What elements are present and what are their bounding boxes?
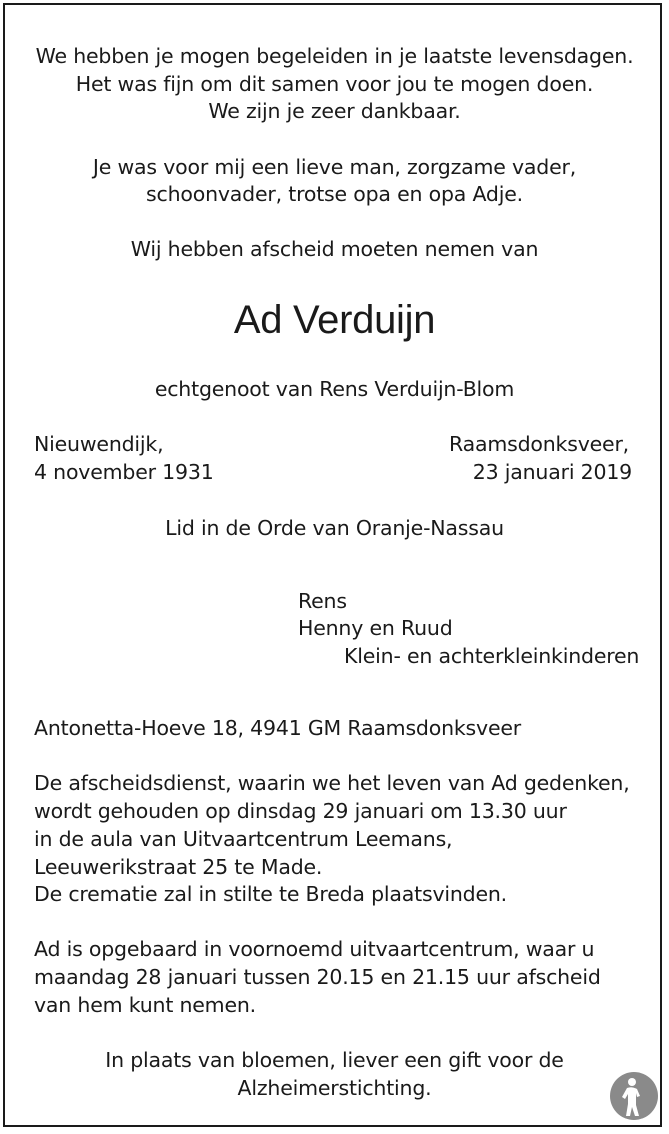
service-line-3: in de aula van Uitvaartcentrum Leemans,	[34, 827, 453, 851]
honor-line: Lid in de Orde van Oranje-Nassau	[165, 516, 504, 540]
family-member-1: Rens	[298, 589, 347, 613]
death-place: Raamsdonksveer,	[449, 432, 629, 456]
tribute-line-2: schoonvader, trotse opa en opa Adje.	[146, 182, 523, 206]
service-line-5: De crematie zal in stilte te Breda plaatsvinden.	[34, 882, 508, 906]
tribute-line-1: Je was voor mij een lieve man, zorgzame vader,	[92, 155, 577, 179]
family-member-3: Klein- en achterkleinkinderen	[344, 644, 640, 668]
viewing-line-2: maandag 28 januari tussen 20.15 en 21.15 uur afscheid	[34, 965, 601, 989]
spouse-line: echtgenoot van Rens Verduijn-Blom	[154, 377, 515, 401]
viewing-line-1: Ad is opgebaard in voornoemd uitvaartcentrum, waar u	[34, 937, 595, 961]
closing-line-1: In plaats van bloemen, liever een gift voor de	[105, 1048, 564, 1072]
intro-line-2: Het was fijn om dit samen voor jou te mogen doen.	[75, 72, 594, 96]
intro-line-3: We zijn je zeer dankbaar.	[208, 99, 461, 123]
death-date: 23 januari 2019	[472, 460, 632, 484]
birth-date: 4 november 1931	[34, 460, 214, 484]
viewing-line-3: van hem kunt nemen.	[34, 993, 256, 1017]
memorial-figure-icon	[610, 1072, 658, 1120]
farewell-line: Wij hebben afscheid moeten nemen van	[130, 237, 539, 261]
service-line-1: De afscheidsdienst, waarin we het leven van Ad gedenken,	[34, 771, 630, 795]
closing-line-2: Alzheimerstichting.	[237, 1076, 432, 1100]
service-line-2: wordt gehouden op dinsdag 29 januari om 13.30 uur	[34, 799, 567, 823]
intro-line-1: We hebben je mogen begeleiden in je laatste levensdagen.	[35, 44, 634, 68]
address-line: Antonetta-Hoeve 18, 4941 GM Raamsdonksveer	[34, 716, 522, 740]
deceased-name: Ad Verduijn	[233, 298, 436, 342]
family-member-2: Henny en Ruud	[298, 616, 453, 640]
birth-place: Nieuwendijk,	[34, 432, 164, 456]
service-line-4: Leeuwerikstraat 25 te Made.	[34, 855, 323, 879]
